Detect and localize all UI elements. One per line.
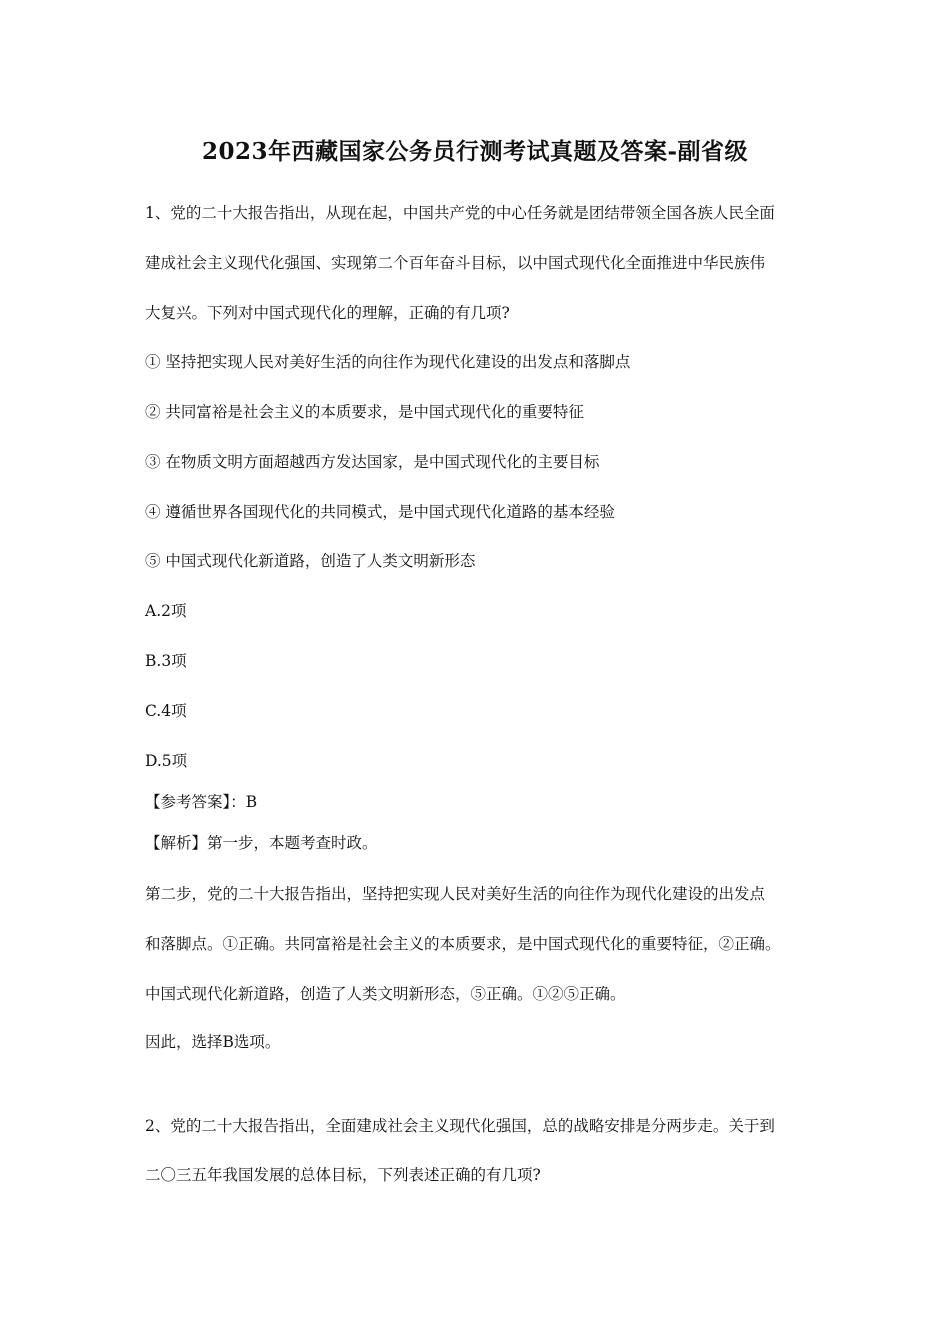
q1-statement-5: ⑤ 中国式现代化新道路，创造了人类文明新形态 (145, 552, 476, 570)
q1-option-c: C.4项 (145, 702, 187, 720)
q1-answer: 【参考答案】：B (145, 793, 258, 811)
page-title: 2023年西藏国家公务员行测考试真题及答案-副省级 (201, 138, 749, 165)
q1-analysis-line-2: 和落脚点。①正确。共同富裕是社会主义的本质要求，是中国式现代化的重要特征，②正确。 (145, 935, 781, 953)
q1-statement-4: ④ 遵循世界各国现代化的共同模式，是中国式现代化道路的基本经验 (145, 503, 615, 521)
q1-stem-line-3: 大复兴。下列对中国式现代化的理解，正确的有几项? (145, 304, 510, 322)
q1-option-b: B.3项 (145, 652, 187, 670)
q2-stem-line-2: 二〇三五年我国发展的总体目标，下列表述正确的有几项? (145, 1166, 541, 1184)
q1-statement-3: ③ 在物质文明方面超越西方发达国家，是中国式现代化的主要目标 (145, 453, 600, 471)
q1-statement-1: ① 坚持把实现人民对美好生活的向往作为现代化建设的出发点和落脚点 (145, 353, 631, 371)
q1-analysis-head: 【解析】第一步，本题考查时政。 (145, 834, 378, 852)
q1-option-d: D.5项 (145, 752, 188, 770)
q1-option-a: A.2项 (145, 602, 187, 620)
q1-stem-line-1: 1、党的二十大报告指出，从现在起，中国共产党的中心任务就是团结带领全国各族人民全面 (145, 204, 775, 222)
q2-stem-line-1: 2、党的二十大报告指出，全面建成社会主义现代化强国，总的战略安排是分两步走。关于到 (145, 1117, 775, 1135)
q1-analysis-line-1: 第二步，党的二十大报告指出，坚持把实现人民对美好生活的向往作为现代化建设的出发点 (145, 885, 766, 903)
q1-analysis-line-4: 因此，选择B选项。 (145, 1033, 281, 1051)
q1-stem-line-2: 建成社会主义现代化强国、实现第二个百年奋斗目标，以中国式现代化全面推进中华民族伟 (145, 254, 766, 272)
q1-analysis-line-3: 中国式现代化新道路，创造了人类文明新形态，⑤正确。①②⑤正确。 (145, 985, 626, 1003)
q1-statement-2: ② 共同富裕是社会主义的本质要求，是中国式现代化的重要特征 (145, 403, 584, 421)
